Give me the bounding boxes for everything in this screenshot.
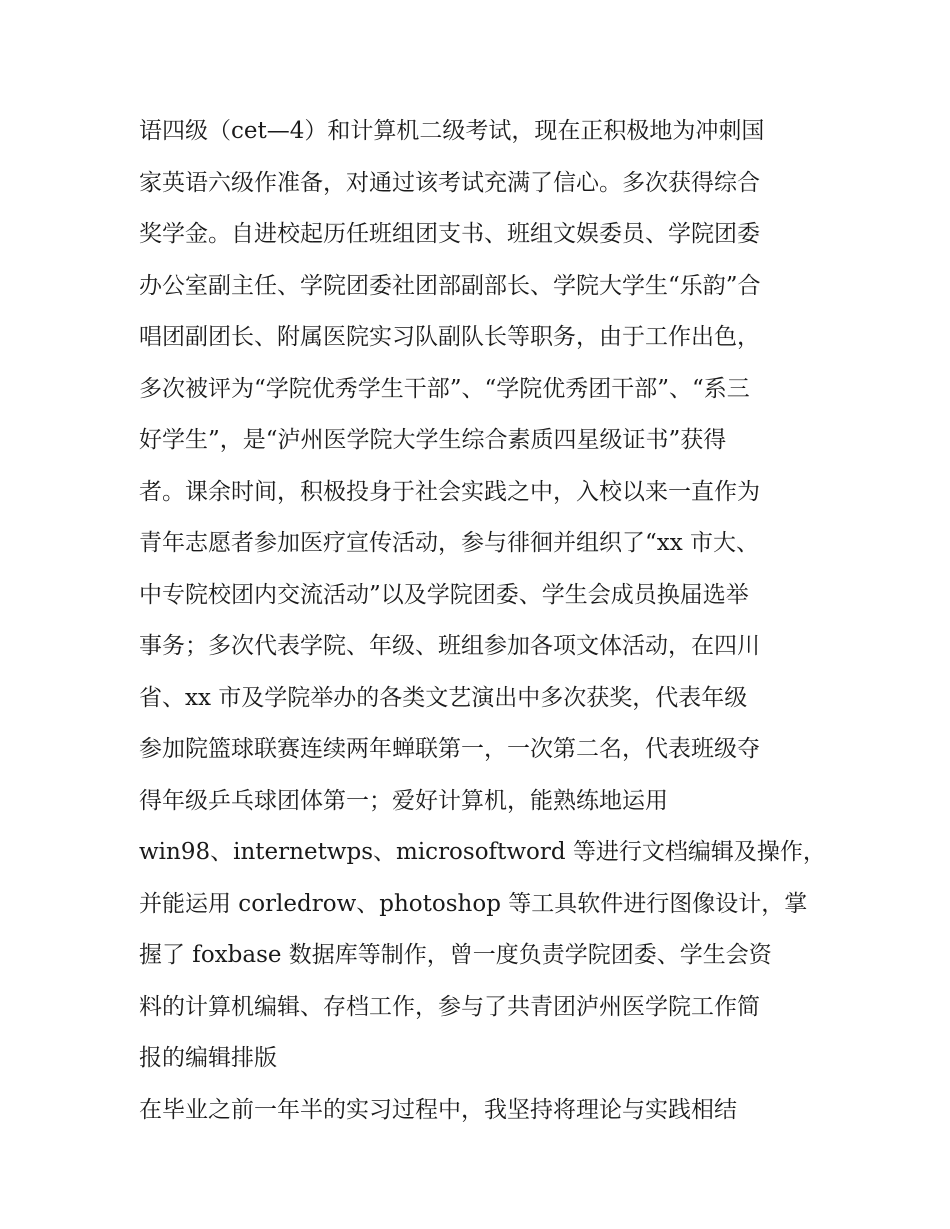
text-line: 省、xx 市及学院举办的各类文艺演出中多次获奖，代表年级 [139,684,748,711]
text-line: 者。课余时间，积极投身于社会实践之中，入校以来一直作为 [139,478,760,505]
text-line: 报的编辑排版 [139,1045,277,1071]
text-line: 奖学金。自进校起历任班组团支书、班组文娱委员、学院团委 [139,221,760,247]
text-line: 家英语六级作准备，对通过该考试充满了信心。多次获得综合 [139,169,760,196]
text-line: 唱团副团长、附属医院实习队副队长等职务，由于工作出色， [139,324,760,350]
text-line: 办公室副主任、学院团委社团部副部长、学院大学生“乐韵”合 [139,272,761,299]
paragraph-2 [139,1085,829,1137]
text-line: 参加院篮球联赛连续两年蝉联第一，一次第二名，代表班级夺 [139,736,760,762]
paragraph-1 [139,106,829,1085]
text-line: 多次被评为“学院优秀学生干部”、“学院优秀团干部”、“系三 [139,375,750,402]
text-line: 在毕业之前一年半的实习过程中，我坚持将理论与实践相结 [139,1096,737,1123]
text-line: win98、internetwps、microsoftword 等进行文档编辑及操作， [139,839,826,865]
text-line: 得年级乒乓球团体第一；爱好计算机，能熟练地运用 [139,787,668,814]
text-line: 料的计算机编辑、存档工作，参与了共青团泸州医学院工作简 [139,993,760,1020]
text-line: 中专院校团内交流活动”以及学院团委、学生会成员换届选举 [139,581,749,608]
text-line: 握了 foxbase 数据库等制作，曾一度负责学院团委、学生会资 [139,942,772,968]
text-line: 好学生”，是“泸州医学院大学生综合素质四星级证书”获得 [139,427,727,453]
document-body [139,106,829,1136]
text-line: 事务；多次代表学院、年级、班组参加各项文体活动，在四川 [139,633,760,659]
text-line: 青年志愿者参加医疗宣传活动，参与徘徊并组织了“xx 市大、 [139,530,760,556]
text-line: 语四级（cet—4）和计算机二级考试，现在正积极地为冲刺国 [139,118,765,144]
text-line: 并能运用 corledrow、photoshop 等工具软件进行图像设计，掌 [139,890,808,917]
